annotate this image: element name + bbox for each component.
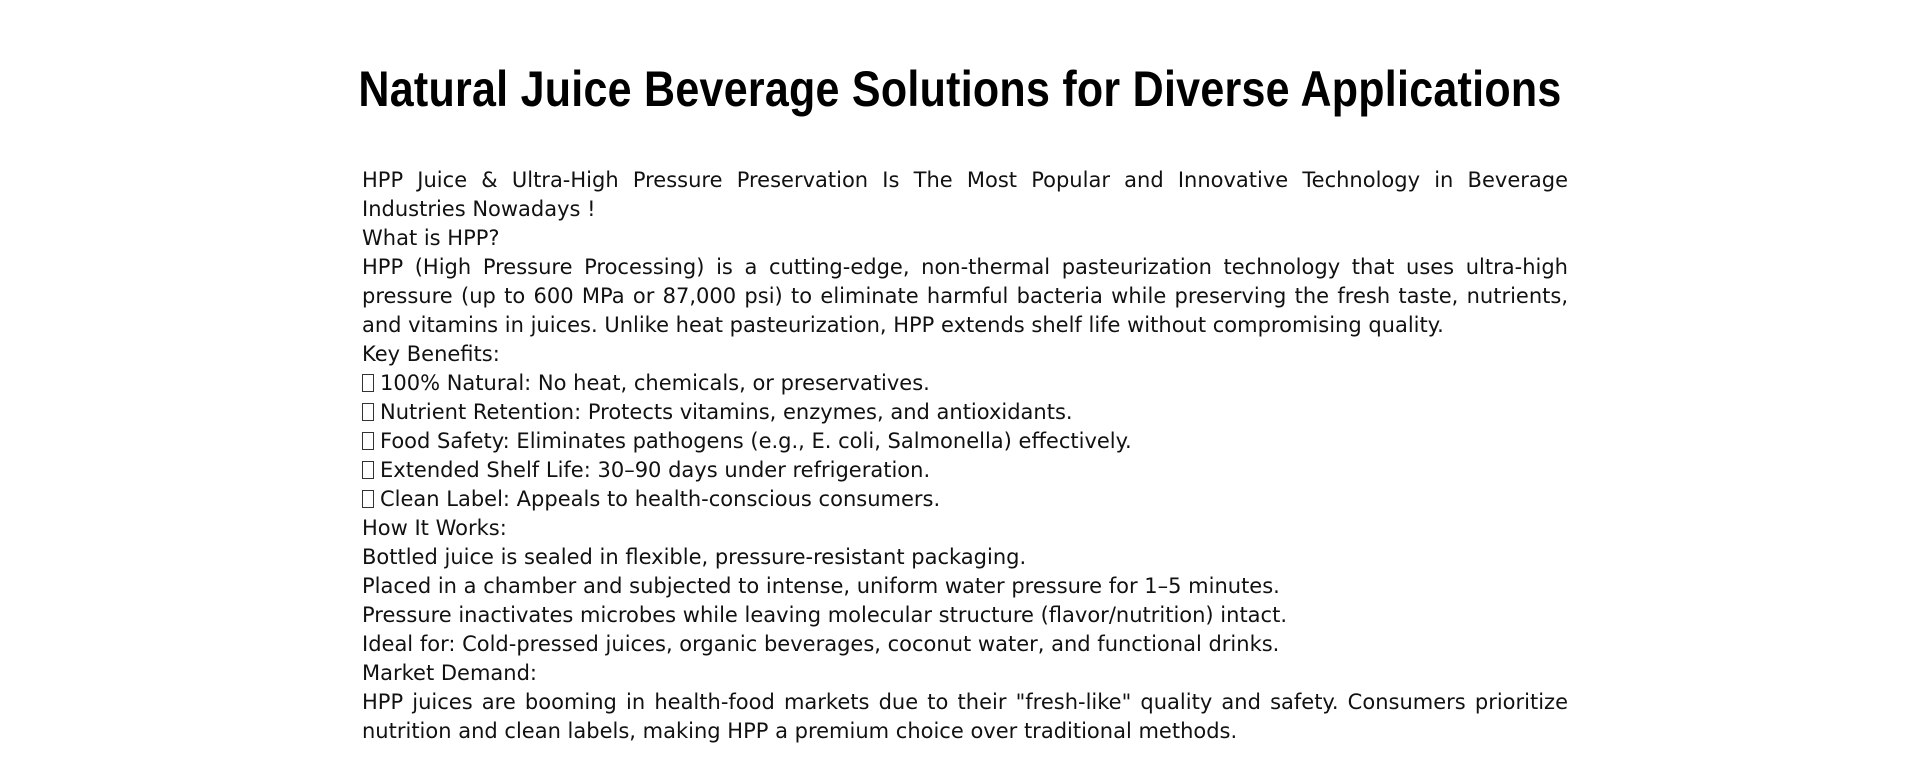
benefit-text: Extended Shelf Life: 30–90 days under refrigeration. <box>380 458 931 482</box>
benefit-item <box>362 369 1568 398</box>
market-paragraph: HPP juices are booming in health-food markets due to their "fresh-like" quality and safety. Consumers prioritize nutrition and clean labels, making HPP a premium choice over traditional methods. <box>362 690 1568 743</box>
how-step: Pressure inactivates microbes while leaving molecular structure (flavor/nutrition) intact. <box>362 603 1288 627</box>
how-step: Placed in a chamber and subjected to intense, uniform water pressure for 1–5 minutes. <box>362 574 1280 598</box>
market-heading: Market Demand: <box>362 661 537 685</box>
how-step: Ideal for: Cold-pressed juices, organic beverages, coconut water, and functional drinks. <box>362 632 1280 656</box>
intro-paragraph: HPP Juice & Ultra-High Pressure Preservation Is The Most Popular and Innovative Technology in Beverage Industries Nowadays ! <box>362 168 1568 221</box>
how-step: Bottled juice is sealed in flexible, pressure-resistant packaging. <box>362 545 1027 569</box>
benefit-text: Nutrient Retention: Protects vitamins, enzymes, and antioxidants. <box>380 400 1073 424</box>
page-title: Natural Juice Beverage Solutions for Diverse Applications <box>358 61 1562 117</box>
checkbox-icon <box>362 461 374 479</box>
checkbox-icon <box>362 432 374 450</box>
benefit-item <box>362 485 1568 514</box>
benefit-item <box>362 456 1568 485</box>
benefit-text: 100% Natural: No heat, chemicals, or preservatives. <box>380 371 930 395</box>
checkbox-icon <box>362 374 374 392</box>
benefit-text: Clean Label: Appeals to health-conscious consumers. <box>380 487 941 511</box>
what-heading: What is HPP? <box>362 226 500 250</box>
article-body <box>362 166 1568 746</box>
benefit-text: Food Safety: Eliminates pathogens (e.g., E. coli, Salmonella) effectively. <box>380 429 1132 453</box>
how-heading: How It Works: <box>362 516 507 540</box>
what-paragraph: HPP (High Pressure Processing) is a cutting-edge, non-thermal pasteurization technology that uses ultra-high pressure (up to 600 MPa or 87,000 psi) to eliminate harmful bacteria while preserving the fresh taste, nutrients, and vitamins in juices. Unlike heat pasteurization, HPP extends shelf life without compromising quality. <box>362 255 1568 337</box>
benefits-heading: Key Benefits: <box>362 342 500 366</box>
benefit-item <box>362 398 1568 427</box>
checkbox-icon <box>362 403 374 421</box>
benefit-item <box>362 427 1568 456</box>
checkbox-icon <box>362 490 374 508</box>
